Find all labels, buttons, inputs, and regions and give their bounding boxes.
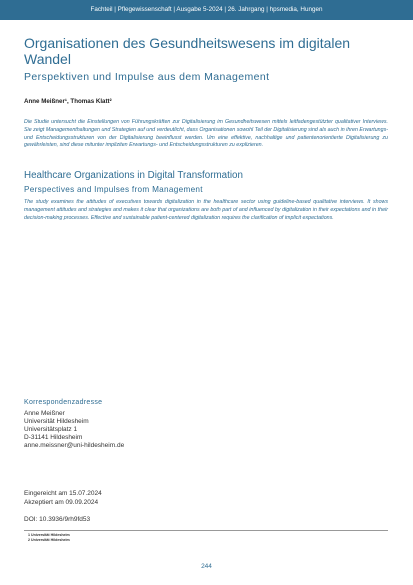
journal-header-text: Fachteil | Pflegewissenschaft | Ausgabe 5-2024 | 26. Jahrgang | hpsmedia, Hungen xyxy=(90,6,323,13)
article-title: Organisationen des Gesundheitswesens im digitalen Wandel xyxy=(24,35,351,67)
footnote-2: 2 Universität Hildesheim xyxy=(28,538,70,543)
footnote-1: 1 Universität Hildesheim xyxy=(28,533,70,537)
submission-dates xyxy=(24,489,102,507)
correspondence-name: Anne Meißner xyxy=(24,410,65,417)
footnote-divider xyxy=(24,530,388,531)
abstract-german: Die Studie untersucht die Einstellungen von Führungskräften zur Digitalisierung im Gesundheitswesen mittels leitfadengestützter qualitativer Interviews. Sie zeigt Managementhaltungen und Strategien auf und verdeutlicht, dass Organisationen sowohl Teil der Digitalisierung sind als auch in ihren Erwartungs- und Entscheidungsstrukturen von der Digitalisierung beeinflusst werden. Um eine effektive, nachhaltige und patientenorientierte Digitalisierung zu gewährleisten, sind diese mitunter impliziten Erwartungs- und Entscheidungsstrukturen zu explizieren. xyxy=(24,119,388,149)
correspondence-heading: Korrespondenzadresse xyxy=(24,399,103,406)
article-subtitle: Perspektiven und Impulse aus dem Management xyxy=(24,71,270,83)
article-title-english: Healthcare Organizations in Digital Transformation xyxy=(24,170,243,181)
footnotes xyxy=(28,533,70,544)
received-date: Eingereicht am 15.07.2024 xyxy=(24,490,102,497)
article-subtitle-english: Perspectives and Impulses from Management xyxy=(24,185,203,194)
correspondence-street: Universitätsplatz 1 xyxy=(24,426,78,433)
correspondence-address xyxy=(24,410,124,450)
page-number: 244 xyxy=(201,563,212,570)
article-authors: Anne Meißner¹, Thomas Klatt² xyxy=(24,98,112,105)
journal-header-bar xyxy=(0,0,413,20)
accepted-date: Akzeptiert am 09.09.2024 xyxy=(24,499,99,506)
correspondence-email[interactable]: anne.meissner@uni-hildesheim.de xyxy=(24,442,125,449)
correspondence-institution: Universität Hildesheim xyxy=(24,418,89,425)
abstract-english: The study examines the attitudes of executives towards digitalization in the healthcare sector using guideline-based qualitative interviews. It shows management attitudes and strategies and makes it clear that organizations are both part of and influenced by digitalization in their expectations and in their decision-making processes. Effective and sustainable patient-centered digitalization requires the clarification of implicit expectations. xyxy=(24,199,388,221)
doi[interactable]: DOI: 10.3936/9rh9fd53 xyxy=(24,516,91,523)
correspondence-city: D-31141 Hildesheim xyxy=(24,434,83,441)
